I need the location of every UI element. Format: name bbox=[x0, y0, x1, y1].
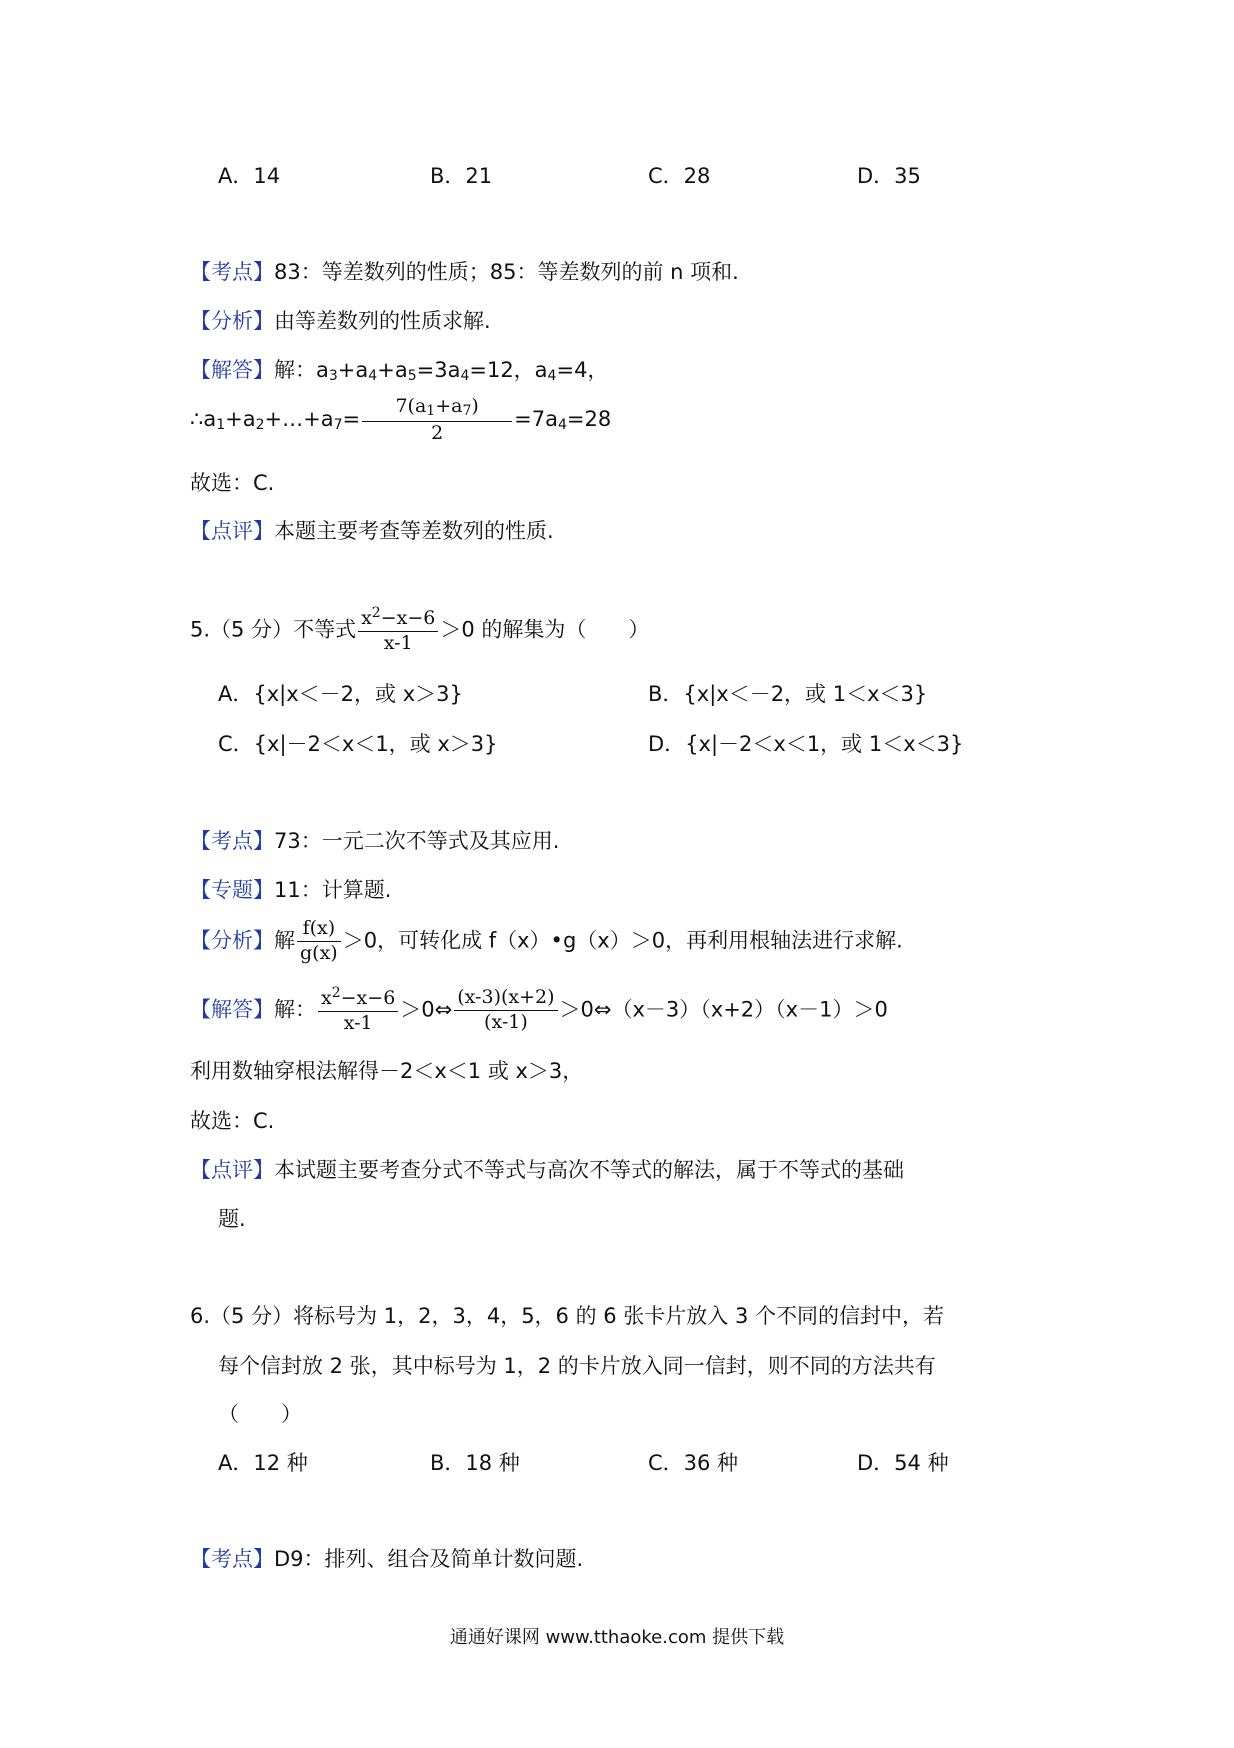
fenxi-tag: 【分析】 bbox=[190, 309, 274, 333]
num-part: −x−6 bbox=[340, 987, 396, 1009]
fraction-numerator: f(x) bbox=[302, 917, 336, 939]
q4-dianping bbox=[190, 521, 554, 542]
q4-option-c: C．28 bbox=[648, 164, 711, 188]
math-sub: 4 bbox=[460, 368, 470, 384]
q6-kaodian bbox=[190, 1549, 583, 1570]
q5-option-b: B．{x|x＜－2，或 1＜x＜3} bbox=[648, 682, 928, 706]
q4-option-d: D．35 bbox=[857, 164, 921, 188]
math-sub: 5 bbox=[407, 368, 417, 384]
math-text: =28 bbox=[566, 407, 612, 432]
math-text: =3a bbox=[416, 358, 461, 382]
math-sub: 7 bbox=[333, 417, 343, 434]
fraction-denominator: x-1 bbox=[358, 631, 438, 656]
fraction-denominator: 2 bbox=[362, 421, 512, 446]
kaodian-tag: 【考点】 bbox=[190, 260, 274, 284]
num-part: −x−6 bbox=[380, 607, 436, 629]
jieda-fraction-1 bbox=[318, 985, 398, 1036]
page-footer: 通通好课网 www.tthaoke.com 提供下载 bbox=[449, 1627, 785, 1648]
q5-option-c: C．{x|－2＜x＜1，或 x＞3} bbox=[218, 732, 498, 756]
fraction-numerator bbox=[358, 605, 438, 631]
stem-prefix: 5.（5 分）不等式 bbox=[190, 617, 357, 642]
math-text: ＞0⇔ bbox=[400, 997, 453, 1022]
stem-suffix: ＞0 的解集为（ ） bbox=[440, 617, 650, 642]
fraction-denominator: x-1 bbox=[318, 1011, 398, 1036]
fenxi-fraction bbox=[297, 917, 341, 966]
zhuanti-tag: 【专题】 bbox=[190, 878, 274, 902]
q5-guxuan: 故选：C. bbox=[190, 1109, 275, 1133]
q5-fenxi bbox=[190, 917, 903, 966]
fraction-numerator: (x-3)(x+2) bbox=[457, 986, 555, 1008]
jieda-tag: 【解答】 bbox=[190, 358, 274, 382]
q6-option-a: A．12 种 bbox=[218, 1451, 308, 1475]
math-var: a bbox=[316, 358, 329, 382]
q5-zhuanti bbox=[190, 880, 391, 901]
jieda-tag: 【解答】 bbox=[190, 997, 274, 1022]
q5-dianping bbox=[190, 1160, 904, 1181]
q5-stem bbox=[190, 605, 649, 656]
num-part: x bbox=[361, 607, 372, 629]
kaodian-text: 73：一元二次不等式及其应用. bbox=[274, 829, 560, 853]
math-sup: 2 bbox=[331, 985, 341, 1001]
math-sub: 2 bbox=[255, 417, 265, 434]
math-var: a bbox=[355, 358, 369, 382]
math-var: a bbox=[394, 358, 408, 382]
dianping-text: 本题主要考查等差数列的性质. bbox=[274, 519, 554, 543]
q5-kaodian bbox=[190, 831, 559, 852]
math-text: =4， bbox=[556, 358, 609, 382]
q4-option-a: A．14 bbox=[218, 164, 281, 188]
kaodian-text: D9：排列、组合及简单计数问题. bbox=[274, 1547, 584, 1571]
math-sub: 1 bbox=[216, 417, 226, 434]
dianping-tag: 【点评】 bbox=[190, 1158, 274, 1182]
fraction-numerator bbox=[362, 395, 512, 421]
math-sup: 2 bbox=[371, 605, 381, 621]
jieda-prefix: 解： bbox=[274, 358, 316, 382]
math-text: =12，a bbox=[469, 358, 548, 382]
math-sub: 4 bbox=[547, 368, 557, 384]
math-sub: 1 bbox=[426, 403, 436, 419]
q5-dianping-cont: 题. bbox=[218, 1207, 246, 1231]
q6-stem-line2: 每个信封放 2 张，其中标号为 1，2 的卡片放入同一信封，则不同的方法共有 bbox=[218, 1354, 936, 1378]
q4-fenxi bbox=[190, 311, 491, 332]
q6-stem-line1: 6.（5 分）将标号为 1，2，3，4，5，6 的 6 张卡片放入 3 个不同的信封中，若 bbox=[190, 1304, 945, 1328]
q4-guxuan: 故选：C. bbox=[190, 471, 275, 495]
dianping-text: 本试题主要考查分式不等式与高次不等式的解法，属于不等式的基础 bbox=[274, 1158, 904, 1182]
q6-stem-line3: （ ） bbox=[218, 1402, 302, 1426]
math-op: + bbox=[377, 358, 395, 382]
q4-fraction bbox=[362, 395, 512, 445]
math-text: +…+a bbox=[264, 407, 334, 432]
fraction-denominator: g(x) bbox=[297, 941, 341, 966]
dianping-tag: 【点评】 bbox=[190, 519, 274, 543]
q5-stem-fraction bbox=[358, 605, 438, 656]
math-op: = bbox=[342, 407, 361, 432]
fraction-numerator bbox=[318, 985, 398, 1011]
num-part: 7(a bbox=[395, 395, 427, 417]
q6-option-b: B．18 种 bbox=[430, 1451, 520, 1475]
num-part: x bbox=[321, 987, 332, 1009]
jieda-prefix: 解： bbox=[274, 997, 316, 1022]
num-part: ) bbox=[471, 395, 479, 417]
kaodian-tag: 【考点】 bbox=[190, 1547, 274, 1571]
kaodian-text: 83：等差数列的性质；85：等差数列的前 n 项和. bbox=[274, 260, 739, 284]
fenxi-suffix: ＞0，可转化成 f（x）•g（x）＞0，再利用根轴法进行求解. bbox=[342, 928, 903, 953]
math-text: +a bbox=[225, 407, 256, 432]
zhuanti-text: 11：计算题. bbox=[274, 878, 392, 902]
q4-option-b: B．21 bbox=[430, 164, 493, 188]
q5-jieda bbox=[190, 985, 888, 1036]
q6-option-d: D．54 种 bbox=[857, 1451, 949, 1475]
fenxi-tag: 【分析】 bbox=[190, 928, 274, 953]
q6-option-c: C．36 种 bbox=[648, 1451, 739, 1475]
q5-root-line: 利用数轴穿根法解得－2＜x＜1 或 x＞3， bbox=[190, 1059, 584, 1083]
math-text: ＞0⇔（x－3）（x+2）（x－1）＞0 bbox=[559, 997, 888, 1022]
math-sub: 7 bbox=[462, 403, 472, 419]
jieda-fraction-2 bbox=[454, 986, 557, 1035]
math-op: + bbox=[337, 358, 356, 382]
fenxi-prefix: 解 bbox=[274, 928, 295, 953]
q5-option-a: A．{x|x＜－2，或 x＞3} bbox=[218, 682, 463, 706]
math-sub: 4 bbox=[368, 368, 378, 384]
math-sub: 3 bbox=[328, 368, 338, 384]
q4-kaodian bbox=[190, 262, 739, 283]
q5-option-d: D．{x|－2＜x＜1，或 1＜x＜3} bbox=[648, 732, 964, 756]
math-text: ∴a bbox=[190, 407, 217, 432]
q4-jieda-line1 bbox=[190, 360, 608, 383]
fenxi-text: 由等差数列的性质求解. bbox=[274, 309, 491, 333]
fraction-denominator: (x-1) bbox=[454, 1010, 557, 1035]
math-sub: 4 bbox=[557, 417, 567, 434]
num-part: +a bbox=[435, 395, 463, 417]
math-text: =7a bbox=[514, 407, 558, 432]
kaodian-tag: 【考点】 bbox=[190, 829, 274, 853]
q4-jieda-line2 bbox=[190, 395, 611, 445]
